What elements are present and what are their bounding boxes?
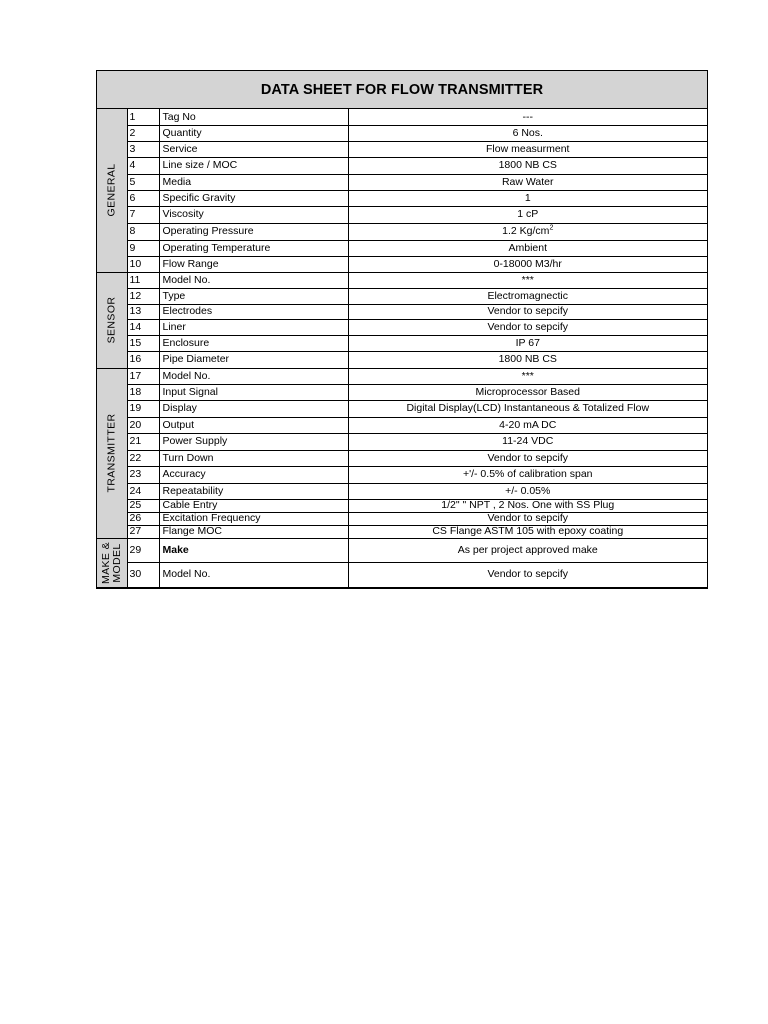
table-row [97, 256, 707, 272]
parameter-value [348, 272, 707, 288]
row-number: 14 [127, 319, 159, 335]
table-row [97, 417, 707, 433]
parameter-label: Turn Down [159, 450, 348, 466]
parameter-label: Media [159, 174, 348, 190]
table-row [97, 538, 707, 562]
value-text: 1.2 Kg/cm [502, 225, 550, 238]
parameter-value [348, 288, 707, 304]
row-number: 27 [127, 525, 159, 538]
table-row [97, 466, 707, 483]
table-row [97, 304, 707, 319]
data-sheet [96, 70, 708, 589]
parameter-label: Service [159, 141, 348, 157]
row-number: 10 [127, 256, 159, 272]
value-text: 1800 NB CS [498, 353, 557, 366]
value-text: Raw Water [501, 175, 554, 188]
row-number: 19 [127, 400, 159, 417]
row-number: 21 [127, 433, 159, 450]
value-text: Vendor to sepcify [487, 512, 569, 525]
parameter-value [348, 562, 707, 587]
parameter-label: Specific Gravity [159, 190, 348, 206]
parameter-label: Flange MOC [159, 525, 348, 538]
parameter-value [348, 319, 707, 335]
parameter-label: Excitation Frequency [159, 512, 348, 525]
row-number: 22 [127, 450, 159, 466]
row-number: 30 [127, 562, 159, 587]
parameter-value [348, 499, 707, 512]
parameter-label: Tag No [159, 109, 348, 125]
parameter-value [348, 157, 707, 174]
value-text: Vendor to sepcify [487, 568, 569, 581]
value-text: *** [521, 273, 534, 286]
parameter-label: Type [159, 288, 348, 304]
value-text: Vendor to sepcify [487, 320, 569, 333]
value-text: IP 67 [515, 336, 540, 349]
row-number: 12 [127, 288, 159, 304]
value-text: Microprocessor Based [475, 385, 580, 398]
value-text: 0-18000 M3/hr [493, 257, 562, 270]
spec-table [97, 109, 707, 588]
parameter-label: Operating Temperature [159, 240, 348, 256]
table-row [97, 368, 707, 384]
table-row [97, 351, 707, 368]
parameter-value [348, 466, 707, 483]
table-row [97, 384, 707, 400]
parameter-label: Enclosure [159, 335, 348, 351]
parameter-label: Accuracy [159, 466, 348, 483]
make-model-line2: MODEL [110, 542, 123, 583]
parameter-label: Model No. [159, 562, 348, 587]
table-row [97, 174, 707, 190]
row-number: 23 [127, 466, 159, 483]
parameter-value [348, 433, 707, 450]
table-row [97, 319, 707, 335]
value-text: 4-20 mA DC [499, 418, 557, 431]
table-row [97, 335, 707, 351]
value-text: As per project approved make [457, 543, 598, 556]
row-number: 9 [127, 240, 159, 256]
parameter-label: Make [159, 538, 348, 562]
parameter-value [348, 125, 707, 141]
row-number: 4 [127, 157, 159, 174]
row-number: 8 [127, 223, 159, 240]
parameter-label: Quantity [159, 125, 348, 141]
row-number: 13 [127, 304, 159, 319]
parameter-label: Model No. [159, 368, 348, 384]
table-row [97, 190, 707, 206]
value-text: +'/- 0.5% of calibration span [462, 468, 593, 481]
row-number: 25 [127, 499, 159, 512]
parameter-value [348, 109, 707, 125]
table-row [97, 450, 707, 466]
section-sensor [97, 272, 127, 368]
section-transmitter [97, 368, 127, 538]
parameter-label: Operating Pressure [159, 223, 348, 240]
parameter-label: Liner [159, 319, 348, 335]
table-row [97, 433, 707, 450]
row-number: 18 [127, 384, 159, 400]
parameter-label: Model No. [159, 272, 348, 288]
table-row [97, 206, 707, 223]
parameter-label: Pipe Diameter [159, 351, 348, 368]
row-number: 29 [127, 538, 159, 562]
parameter-label: Flow Range [159, 256, 348, 272]
value-text: 6 Nos. [512, 126, 543, 139]
parameter-value [348, 141, 707, 157]
parameter-value [348, 538, 707, 562]
table-row [97, 240, 707, 256]
parameter-value [348, 174, 707, 190]
value-text: Digital Display(LCD) Instantaneous & Totalized Flow [406, 402, 650, 415]
row-number: 5 [127, 174, 159, 190]
row-number: 2 [127, 125, 159, 141]
parameter-label: Cable Entry [159, 499, 348, 512]
value-text: 11-24 VDC [502, 435, 554, 448]
value-text: Ambient [508, 241, 548, 254]
table-row [97, 223, 707, 240]
value-text: Electromagnectic [487, 289, 569, 302]
row-number: 6 [127, 190, 159, 206]
parameter-value [348, 400, 707, 417]
table-row [97, 272, 707, 288]
row-number: 24 [127, 483, 159, 499]
parameter-label: Input Signal [159, 384, 348, 400]
parameter-label: Repeatability [159, 483, 348, 499]
parameter-value [348, 525, 707, 538]
value-text: --- [522, 110, 533, 123]
parameter-value [348, 240, 707, 256]
value-text: Flow measurment [486, 142, 570, 155]
parameter-value [348, 483, 707, 499]
table-row [97, 125, 707, 141]
parameter-label: Viscosity [159, 206, 348, 223]
table-row [97, 400, 707, 417]
parameter-value [348, 368, 707, 384]
parameter-value [348, 417, 707, 433]
value-text: 1/2" " NPT , 2 Nos. One with SS Plug [441, 499, 615, 512]
row-number: 11 [127, 272, 159, 288]
section-general-label: GENERAL [105, 163, 118, 217]
parameter-value [348, 304, 707, 319]
value-text: 1800 NB CS [498, 159, 557, 172]
parameter-value [348, 512, 707, 525]
table-row [97, 562, 707, 587]
row-number: 26 [127, 512, 159, 525]
table-row [97, 141, 707, 157]
section-make-model-label [101, 541, 123, 583]
parameter-value [348, 335, 707, 351]
value-text: CS Flange ASTM 105 with epoxy coating [432, 525, 624, 538]
value-superscript: 2 [549, 224, 554, 232]
table-row [97, 499, 707, 512]
row-number: 17 [127, 368, 159, 384]
section-general [97, 109, 127, 272]
parameter-label: Display [159, 400, 348, 417]
parameter-value [348, 190, 707, 206]
table-row [97, 157, 707, 174]
row-number: 7 [127, 206, 159, 223]
row-number: 1 [127, 109, 159, 125]
parameter-label: Electrodes [159, 304, 348, 319]
parameter-value [348, 206, 707, 223]
section-transmitter-label: TRANSMITTER [105, 413, 118, 493]
table-row [97, 483, 707, 499]
parameter-value [348, 450, 707, 466]
row-number: 15 [127, 335, 159, 351]
row-number: 16 [127, 351, 159, 368]
section-make-model [97, 538, 127, 587]
value-text: +/- 0.05% [505, 484, 551, 497]
parameter-label: Line size / MOC [159, 157, 348, 174]
table-row [97, 512, 707, 525]
make-model-line1: MAKE & [99, 541, 112, 584]
table-row [97, 288, 707, 304]
table-row [97, 109, 707, 125]
table-row [97, 525, 707, 538]
parameter-value [348, 351, 707, 368]
value-text: Vendor to sepcify [487, 451, 569, 464]
value-text: 1 cP [517, 208, 539, 221]
sheet-title: DATA SHEET FOR FLOW TRANSMITTER [97, 71, 707, 109]
value-text: *** [521, 369, 534, 382]
parameter-value [348, 256, 707, 272]
section-sensor-label: SENSOR [105, 296, 118, 344]
value-text: Vendor to sepcify [487, 305, 569, 318]
parameter-label: Power Supply [159, 433, 348, 450]
parameter-value [348, 384, 707, 400]
row-number: 3 [127, 141, 159, 157]
parameter-label: Output [159, 417, 348, 433]
value-text: 1 [524, 191, 531, 204]
parameter-value [348, 223, 707, 240]
row-number: 20 [127, 417, 159, 433]
